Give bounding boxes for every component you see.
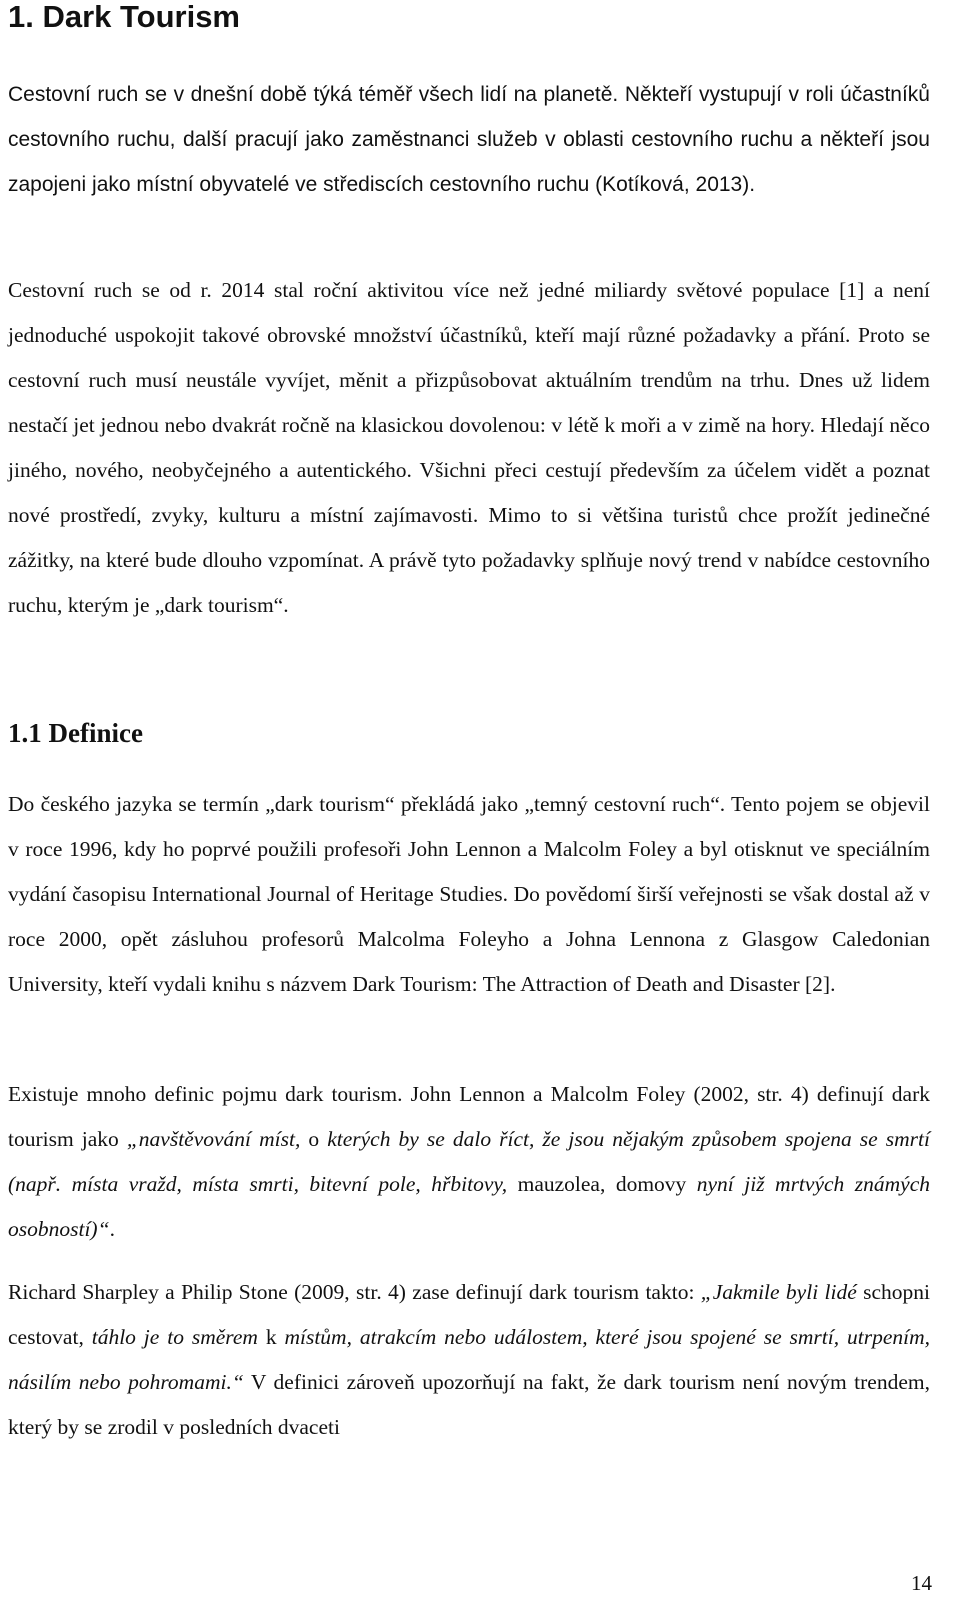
paragraph-intro: Cestovní ruch se v dnešní době týká téměř všech lidí na planetě. Někteří vystupují v roli účastníků cestovního ruchu, další pracují jako zaměstnanci služeb v oblasti cestovního ruchu a někteří jsou zapojeni jako místní obyvatelé ve střediscích cestovního ruchu (Kotíková, 2013). xyxy=(8,83,930,196)
p4-quote-b: „navštěvování míst, xyxy=(126,1127,301,1151)
p5-text-a: Richard Sharpley a Philip Stone (2009, str. 4) zase definují dark tourism takto: xyxy=(8,1280,701,1304)
paragraph-trends: Cestovní ruch se od r. 2014 stal roční aktivitou více než jedné miliardy světové populace [1] a není jednoduché uspokojit takové obrovské množství účastníků, kteří mají různé požadavky a přání. Proto se cestovní ruch musí neustále vyvíjet, měnit a přizpůsobovat aktuálním trendům na trhu. Dnes už lidem nestačí jet jednou nebo dvakrát ročně na klasickou dovolenou: v létě k moři a v zimě na hory. Hledají něco jiného, nového, neobyčejného a autentického. Všichni přeci cestují především za účelem vidět a poznat nové prostředí, zvyky, kulturu a místní zajímavosti. Mimo to si většina turistů chce prožít jedinečné zážitky, na které bude dlouho vzpomínat. A právě tyto požadavky splňuje nový trend v nabídce cestovního ruchu, kterým je „dark tourism“. xyxy=(8,278,930,617)
p5-text-g: V definici zároveň upozorňují na fakt, že dark tourism není novým trendem, který by se zrodil v posledních dvaceti xyxy=(8,1370,930,1439)
p5-quote-f: místům, atrakcím nebo událostem, které jsou spojené se smrtí, utrpením, násilím nebo pohromami.“ xyxy=(8,1325,930,1394)
paragraph-term-origin: Do českého jazyka se termín „dark tourism“ překládá jako „temný cestovní ruch“. Tento pojem se objevil v roce 1996, kdy ho poprvé použili profesoři John Lennon a Malcolm Foley a byl otisknut ve speciálním vydání časopisu International Journal of Heritage Studies. Do povědomí širší veřejnosti se však dostal až v roce 2000, opět zásluhou profesorů Malcolma Foleyho a Johna Lennona z Glasgow Caledonian University, kteří vydali knihu s názvem Dark Tourism: The Attraction of Death and Disaster [2]. xyxy=(8,792,930,996)
p4-text-g: . xyxy=(109,1217,115,1241)
paragraph-sharpley-stone-definition xyxy=(8,1270,930,1450)
p5-quote-b: „Jakmile byli lidé xyxy=(700,1280,857,1304)
page-number: 14 xyxy=(911,1571,932,1595)
paragraph-lennon-foley-definition xyxy=(8,1072,930,1252)
p5-quote-d: táhlo je to směrem xyxy=(91,1325,258,1349)
p4-quote-d: kterých by se dalo říct, že jsou nějakým způsobem spojena se smrtí (např. místa vražd, místa smrti, bitevní pole, hřbitovy, xyxy=(8,1127,930,1196)
p4-text-c: o xyxy=(300,1127,328,1151)
p4-quote-f: nyní již mrtvých známých osobností)“ xyxy=(8,1172,930,1241)
p5-text-e: k xyxy=(257,1325,285,1349)
p4-text-e: mauzolea, domovy xyxy=(507,1172,697,1196)
p5-text-c: schopni cestovat, xyxy=(8,1280,930,1349)
p4-text-a: Existuje mnoho definic pojmu dark tourism. John Lennon a Malcolm Foley (2002, str. 4) definují dark tourism jako xyxy=(8,1082,930,1151)
chapter-heading: 1. Dark Tourism xyxy=(8,0,241,34)
section-heading: 1.1 Definice xyxy=(8,718,143,748)
